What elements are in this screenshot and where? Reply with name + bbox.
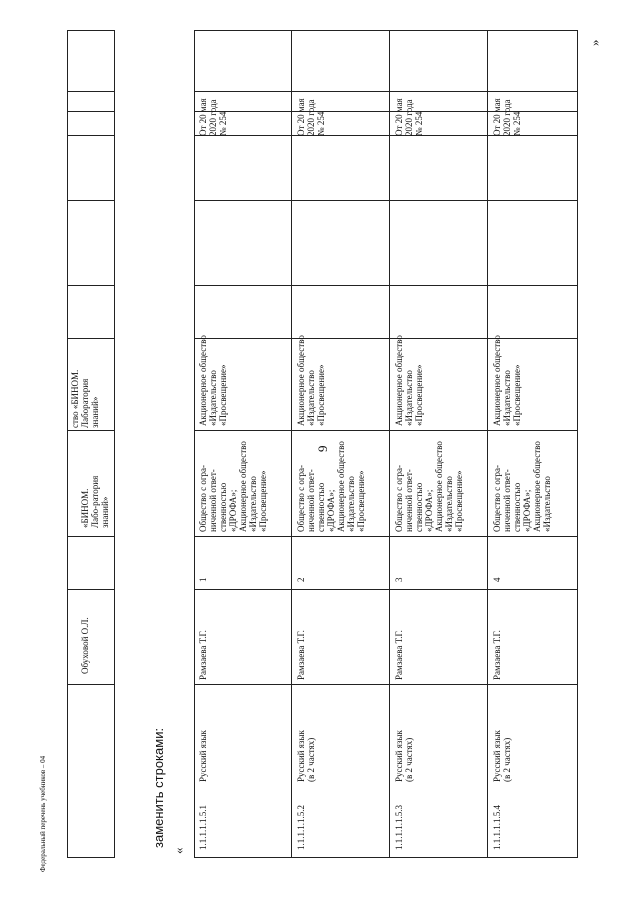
row-subject: Русский язык (в 2 частях) (492, 730, 513, 782)
table-border (114, 30, 115, 858)
row-subject: Русский язык (в 2 частях) (394, 730, 415, 782)
row-subject: Русский язык (в 2 частях) (296, 730, 317, 782)
quote-close: » (587, 39, 602, 46)
row-code: 1.1.1.1.1.5.1 (198, 805, 208, 850)
row-rule (487, 30, 488, 858)
footer-text: Федеральный перечень учебников – 04 (39, 755, 47, 872)
row-publisher-a: Общество с огра-ниченной ответ-ственностью «ДРОФА»; Акционерное общество «Издательство (492, 441, 553, 532)
row-author: Рамзаева Т.Г. (492, 630, 502, 680)
column-rule (67, 285, 115, 286)
row-rule (291, 30, 292, 858)
row-date: От 20 мая 2020 года № 254 (296, 98, 327, 136)
column-rule (67, 135, 115, 136)
table-border (577, 30, 578, 858)
column-rule (67, 91, 115, 92)
top-publisher-b: ство «БИНОМ. Лаборатория знаний» (70, 369, 101, 428)
row-code: 1.1.1.1.1.5.2 (296, 805, 306, 850)
row-publisher-a: Общество с огра-ниченной ответ-ственностью «ДРОФА»; Акционерное общество «Издательство «Просвещение» (296, 441, 367, 532)
row-grade: 1 (198, 577, 208, 582)
row-publisher-b: Акционерное общество «Издательство «Просвещение» (394, 335, 425, 426)
row-publisher-a: Общество с огра-ниченной ответ-ственностью «ДРОФА»; Акционерное общество «Издательство «Просвещение» (198, 441, 269, 532)
top-publisher-a: «БИНОМ. Лабо-ратория знаний» (80, 475, 111, 528)
column-rule (67, 589, 115, 590)
row-publisher-a: Общество с огра-ниченной ответ-ственностью «ДРОФА»; Акционерное общество «Издательство «Просвещение» (394, 441, 465, 532)
row-code: 1.1.1.1.1.5.3 (394, 805, 404, 850)
quote-open: « (171, 847, 186, 854)
table-border (67, 30, 115, 31)
column-rule (67, 536, 115, 537)
column-rule (194, 684, 578, 685)
row-grade: 3 (394, 577, 404, 582)
row-author: Рамзаева Т.Г. (296, 630, 306, 680)
column-rule (194, 285, 578, 286)
column-rule (194, 430, 578, 431)
row-publisher-b: Акционерное общество «Издательство «Просвещение» (296, 335, 327, 426)
page-number: 9 (315, 445, 330, 452)
column-rule (194, 536, 578, 537)
column-rule (67, 430, 115, 431)
top-author: Обуховой О.Л. (80, 617, 90, 674)
row-rule (389, 30, 390, 858)
replace-label: заменить строками: (151, 727, 166, 848)
row-author: Рамзаева Т.Г. (198, 630, 208, 680)
column-rule (194, 589, 578, 590)
column-rule (67, 200, 115, 201)
table-border (194, 857, 578, 858)
row-date: От 20 мая 2020 года № 254 (492, 98, 523, 136)
row-grade: 2 (296, 577, 306, 582)
column-rule (67, 684, 115, 685)
table-border (67, 857, 115, 858)
row-code: 1.1.1.1.1.5.4 (492, 805, 502, 850)
row-author: Рамзаева Т.Г. (394, 630, 404, 680)
row-date: От 20 мая 2020 года № 254 (394, 98, 425, 136)
table-border (194, 30, 195, 858)
row-subject: Русский язык (198, 730, 208, 782)
column-rule (67, 338, 115, 339)
table-border (67, 30, 68, 858)
row-date: От 20 мая 2020 года № 254 (198, 98, 229, 136)
column-rule (67, 111, 115, 112)
row-grade: 4 (492, 577, 502, 582)
table-border (194, 30, 578, 31)
row-publisher-b: Акционерное общество «Издательство «Просвещение» (198, 335, 229, 426)
row-publisher-b: Акционерное общество «Издательство «Просвещение» (492, 335, 523, 426)
column-rule (194, 200, 578, 201)
